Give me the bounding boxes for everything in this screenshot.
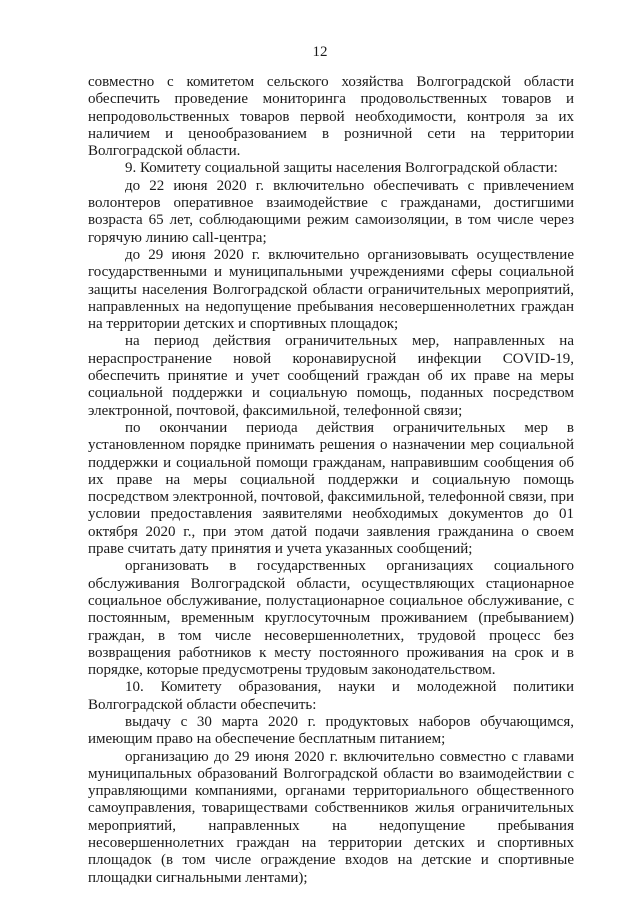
paragraph-after-restrictions: по окончании периода действия ограничительных мер в установленном порядке принимать решения о назначении мер социальной поддержки и социальной помощи гражданам, направившим сообщения об их праве на меры социальной поддержки и социальную помощь посредством электронной, почтовой, факсимильной, телефонной связи, при условии предоставления заявителями необходимых документов до 01 октября 2020 г., при этом датой подачи заявления гражданина о своем праве считать дату принятия и учета указанных сообщений;	[88, 419, 574, 558]
paragraph-item-9-heading: 9. Комитету социальной защиты населения Волгоградской области:	[125, 160, 558, 177]
paragraph-accept-messages: на период действия ограничительных мер, направленных на нераспространение новой коронавирусной инфекции COVID-19, обеспечить принятие и учет сообщений граждан об их праве на меры социальной поддержки и социальную помощь, поданных посредством электронной, почтовой, факсимильной, телефонной связи;	[88, 333, 574, 419]
paragraph-playgrounds-education: организацию до 29 июня 2020 г. включительно совместно с главами муниципальных образований Волгоградской области во взаимодействии с управляющими компаниями, органами территориального общественного самоуправления, товариществами собственников жилья ограничительных мероприятий, направленных на недопущение пребывания несовершеннолетних граждан на территории детских и спортивных площадок (в том числе ограждение входов на детские и спортивные площадки сигнальными лентами);	[88, 748, 574, 886]
paragraph-coordination: совместно с комитетом сельского хозяйства Волгоградской области обеспечить проведение мониторинга продовольственных товаров и непродовольственных товаров первой необходимости, контроля за их наличием и ценообразованием в розничной сети на территории Волгоградской области.	[88, 74, 574, 160]
paragraph-social-service-orgs: организовать в государственных организациях социального обслуживания Волгоградской области, осуществляющих стационарное социальное обслуживание, полустационарное социальное обслуживание, с постоянным, временным круглосуточным проживанием (пребыванием) граждан, в том числе несовершеннолетних, трудовой процесс без возвращения работников к месту постоянного проживания на срок и в порядке, которые предусмотрены трудовым законодательством.	[88, 558, 574, 679]
paragraph-food-sets: выдачу с 30 марта 2020 г. продуктовых наборов обучающимся, имеющим право на обеспечение бесплатным питанием;	[88, 713, 574, 748]
paragraph-volunteers: до 22 июня 2020 г. включительно обеспечивать с привлечением волонтеров оперативное взаимодействие с гражданами, достигшими возраста 65 лет, соблюдающими режим самоизоляции, в том числе через горячую линию call-центра;	[88, 177, 574, 246]
paragraph-playgrounds-social: до 29 июня 2020 г. включительно организовывать осуществление государственными и муниципальными учреждениями сферы социальной защиты населения Волгоградской области ограничительных мероприятий, направленных на недопущение пребывания несовершеннолетних граждан на территории детских и спортивных площадок;	[88, 246, 574, 333]
paragraph-item-10-heading: 10. Комитету образования, науки и молодежной политики Волгоградской области обеспечить:	[88, 679, 574, 713]
document-body	[88, 74, 574, 887]
page-number: 12	[312, 44, 328, 60]
